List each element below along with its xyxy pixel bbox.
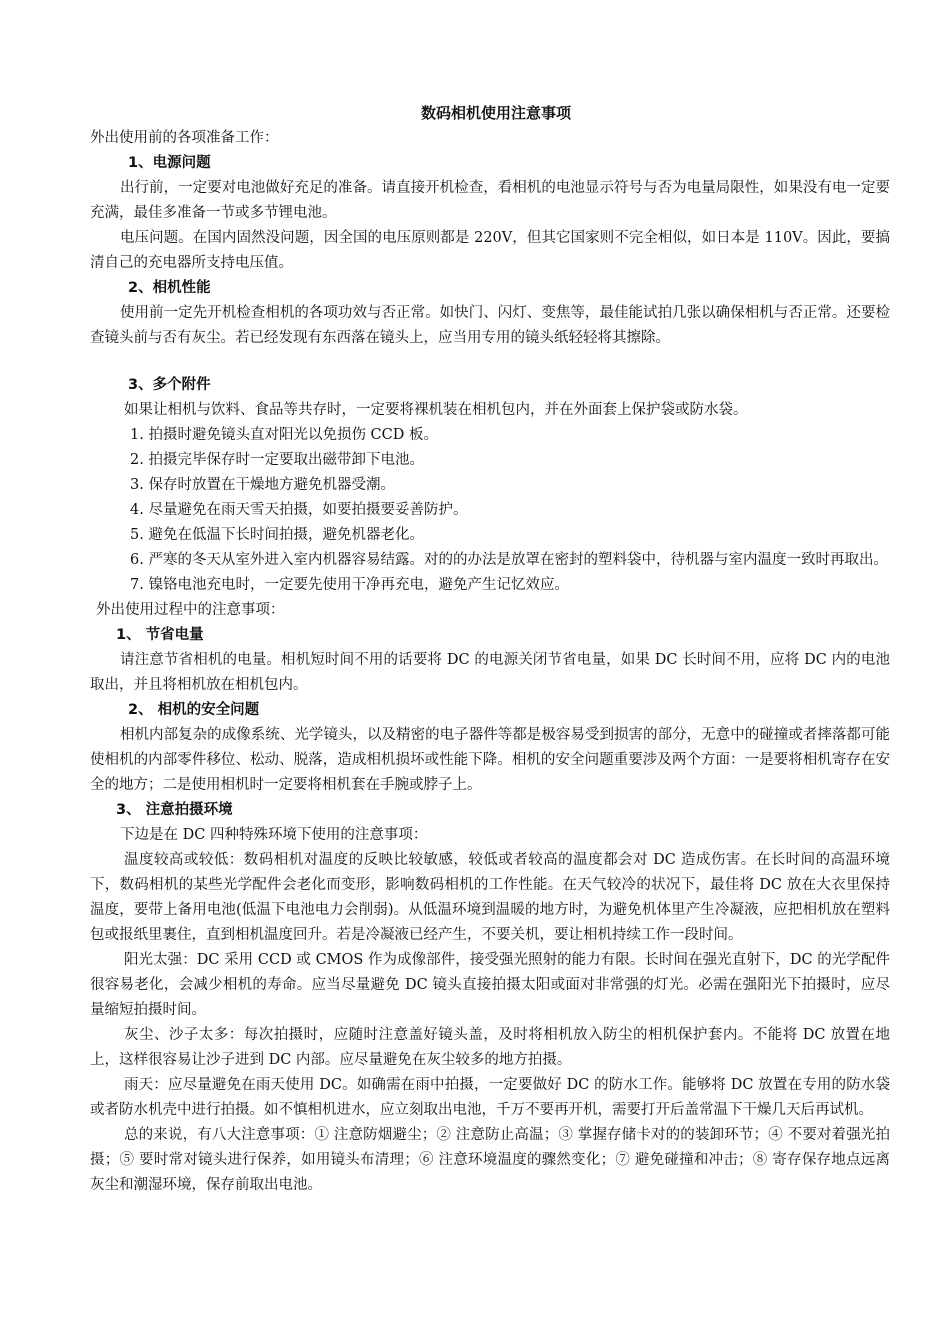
list-item: 1. 拍摄时避免镜头直对阳光以免损伤 CCD 板。: [130, 427, 438, 443]
paragraph-strong-sunlight: 阳光太强：DC 采用 CCD 或 CMOS 作为成像部件，接受强光照射的能力有限。长时间在强光直射下，DC 的光学配件很容易老化，会减少相机的寿命。应当尽量避免 DC 镜头直接拍摄太阳或面对非常强的灯光。必需在强阳光下拍摄时，应尽量缩短拍摄时间。: [90, 952, 890, 1018]
paragraph-performance-1: 使用前一定先开机检查相机的各项功效与否正常。如快门、闪灯、变焦等，最佳能试拍几张以确保相机与否正常。还要检查镜头前与否有灰尘。若已经发现有东西落在镜头上，应当用专用的镜头纸轻轻将其擦除。: [90, 305, 890, 346]
list-item: 6. 严寒的冬天从室外进入室内机器容易结露。对的的办法是放罩在密封的塑料袋中，待机器与室内温度一致时再取出。: [130, 552, 888, 568]
paragraph-summary: 总的来说，有八大注意事项：① 注意防烟避尘；② 注意防止高温；③ 掌握存储卡对的的装卸环节；④ 不要对着强光拍摄；⑤ 要时常对镜头进行保养，如用镜头布清理；⑥ 注意环境温度的骤然变化；⑦ 避免碰撞和冲击；⑧ 寄存保存地点远离灰尘和潮湿环境，保存前取出电池。: [90, 1127, 890, 1193]
heading-environment: 3、 注意拍摄环境: [116, 802, 233, 818]
paragraph-power-2: 电压问题。在国内固然没问题，因全国的电压原则都是 220V，但其它国家则不完全相似，如日本是 110V。因此，要搞清自己的充电器所支持电压值。: [90, 230, 890, 271]
heading-safety: 2、 相机的安全问题: [128, 702, 260, 718]
heading-performance: 2、相机性能: [128, 280, 211, 296]
document-title: 数码相机使用注意事项: [420, 104, 571, 122]
list-item: 7. 镍铬电池充电时，一定要先使用干净再充电，避免产生记忆效应。: [130, 577, 569, 593]
paragraph-save-power: 请注意节省相机的电量。相机短时间不用的话要将 DC 的电源关闭节省电量，如果 DC 长时间不用，应将 DC 内的电池取出，并且将相机放在相机包内。: [90, 652, 890, 693]
intro-before-use: 外出使用前的各项准备工作：: [90, 130, 279, 146]
list-item: 2. 拍摄完毕保存时一定要取出磁带卸下电池。: [130, 452, 424, 468]
list-item: 3. 保存时放置在干燥地方避免机器受潮。: [130, 477, 395, 493]
blank-line: [90, 351, 890, 373]
paragraph-environment-intro: 下边是在 DC 四种特殊环境下使用的注意事项：: [120, 827, 428, 843]
document-body: [90, 100, 890, 1198]
paragraph-power-1: 出行前，一定要对电池做好充足的准备。请直接开机检查，看相机的电池显示符号与否为电量局限性，如果没有电一定要充满，最佳多准备一节或多节锂电池。: [90, 180, 890, 221]
paragraph-rain: 雨天：应尽量避免在雨天使用 DC。如确需在雨中拍摄，一定要做好 DC 的防水工作。能够将 DC 放置在专用的防水袋或者防水机壳中进行拍摄。如不慎相机进水，应立刻取出电池，千万不要再开机，需要打开后盖常温下干燥几天后再试机。: [90, 1077, 890, 1118]
paragraph-safety: 相机内部复杂的成像系统、光学镜头，以及精密的电子器件等都是极容易受到损害的部分，无意中的碰撞或者摔落都可能使相机的内部零件移位、松动、脱落，造成相机损坏或性能下降。相机的安全问题重要涉及两个方面：一是要将相机寄存在安全的地方；二是使用相机时一定要将相机套在手腕或脖子上。: [90, 727, 890, 793]
paragraph-temperature: 温度较高或较低：数码相机对温度的反映比较敏感，较低或者较高的温度都会对 DC 造成伤害。在长时间的高温环境下，数码相机的某些光学配件会老化而变形，影响数码相机的工作性能。在天气较冷的状况下，最佳将 DC 放在大衣里保持温度，要带上备用电池(低温下电池电力会削弱)。从低温环境到温暖的地方时，为避免机体里产生冷凝液，应把相机放在塑料包或报纸里裹住，直到相机温度回升。若是冷凝液已经产生，不要关机，要让相机持续工作一段时间。: [90, 852, 890, 943]
list-item: 5. 避免在低温下长时间拍摄，避免机器老化。: [130, 527, 424, 543]
paragraph-accessories-1: 如果让相机与饮料、食品等共存时，一定要将裸机装在相机包内，并在外面套上保护袋或防水袋。: [124, 402, 748, 418]
intro-during-use: 外出使用过程中的注意事项：: [96, 602, 285, 618]
heading-power: 1、电源问题: [128, 155, 211, 171]
paragraph-dust-sand: 灰尘、沙子太多：每次拍摄时，应随时注意盖好镜头盖，及时将相机放入防尘的相机保护套内。不能将 DC 放置在地上，这样很容易让沙子进到 DC 内部。应尽量避免在灰尘较多的地方拍摄。: [90, 1027, 890, 1068]
list-item: 4. 尽量避免在雨天雪天拍摄，如要拍摄要妥善防护。: [130, 502, 468, 518]
heading-accessories: 3、多个附件: [128, 377, 211, 393]
heading-save-power: 1、 节省电量: [116, 627, 204, 643]
